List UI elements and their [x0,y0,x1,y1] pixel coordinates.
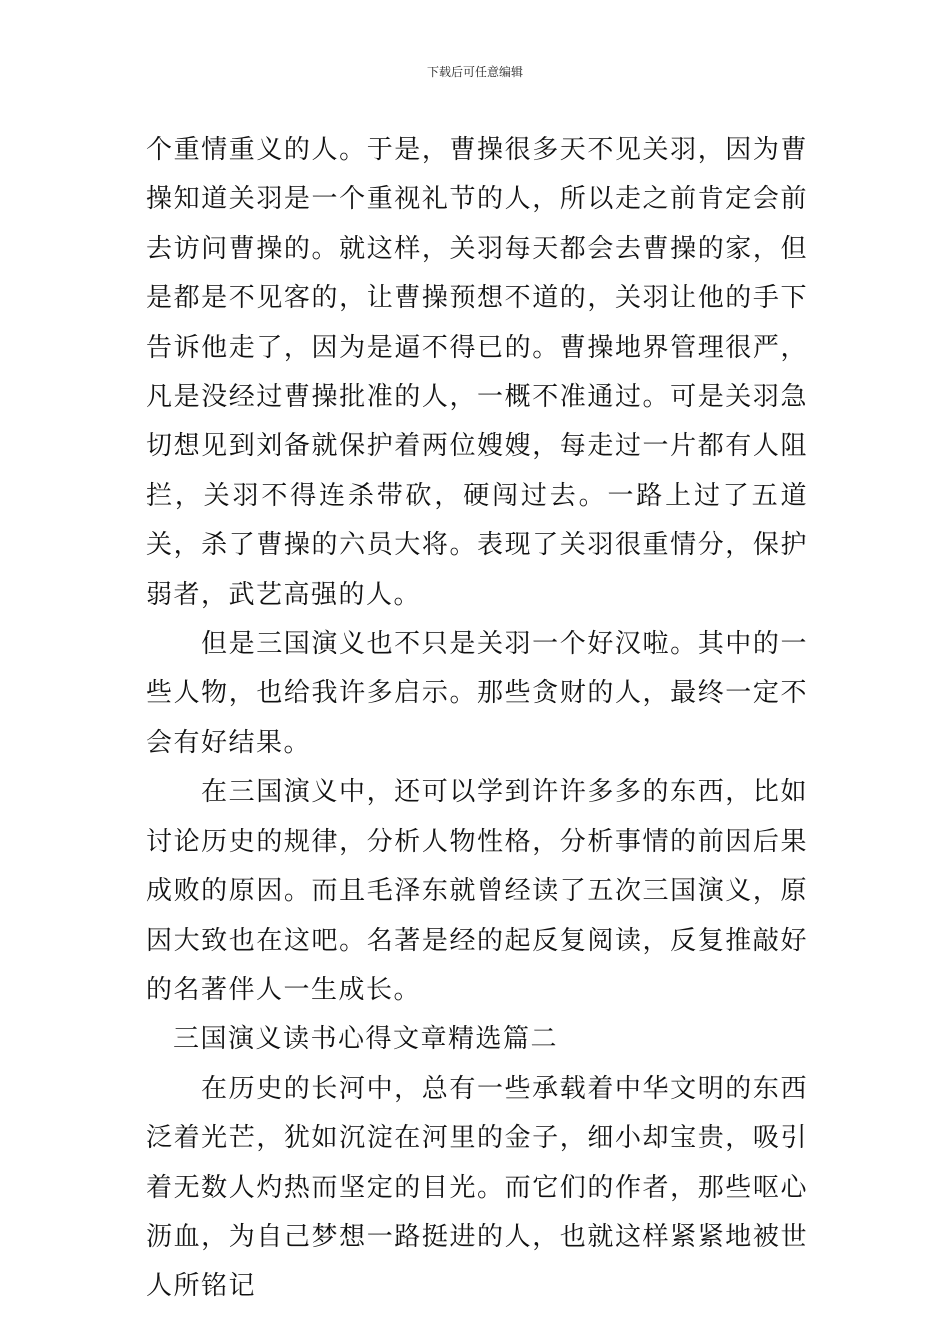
document-body [146,126,808,1312]
paragraph: 在三国演义中，还可以学到许许多多的东西，比如讨论历史的规律，分析人物性格，分析事情的前因后果成败的原因。而且毛泽东就曾经读了五次三国演义，原因大致也在这吧。名著是经的起反复阅读，反复推敲好的名著伴人一生成长。 [146,777,808,1005]
paragraph: 在历史的长河中，总有一些承载着中华文明的东西泛着光芒，犹如沉淀在河里的金子，细小却宝贵，吸引着无数人灼热而坚定的目光。而它们的作者，那些呕心沥血，为自己梦想一路挺进的人，也就这样紧紧地被世人所铭记 [146,1073,808,1302]
paragraph-continued: 个重情重义的人。于是，曹操很多天不见关羽，因为曹操知道关羽是一个重视礼节的人，所以走之前肯定会前去访问曹操的。就这样，关羽每天都会去曹操的家，但是都是不见客的，让曹操预想不道的，关羽让他的手下告诉他走了，因为是逼不得已的。曹操地界管理很严，凡是没经过曹操批准的人，一概不准通过。可是关羽急切想见到刘备就保护着两位嫂嫂，每走过一片都有人阻拦，关羽不得连杀带砍，硬闯过去。一路上过了五道关，杀了曹操的六员大将。表现了关羽很重情分，保护弱者，武艺高强的人。 [146,135,808,610]
paragraph: 但是三国演义也不只是关羽一个好汉啦。其中的一些人物，也给我许多启示。那些贪财的人，最终一定不会有好结果。 [146,629,808,758]
page-header: 下载后可任意编辑 [426,65,523,79]
section-heading: 三国演义读书心得文章精选篇二 [173,1024,559,1055]
